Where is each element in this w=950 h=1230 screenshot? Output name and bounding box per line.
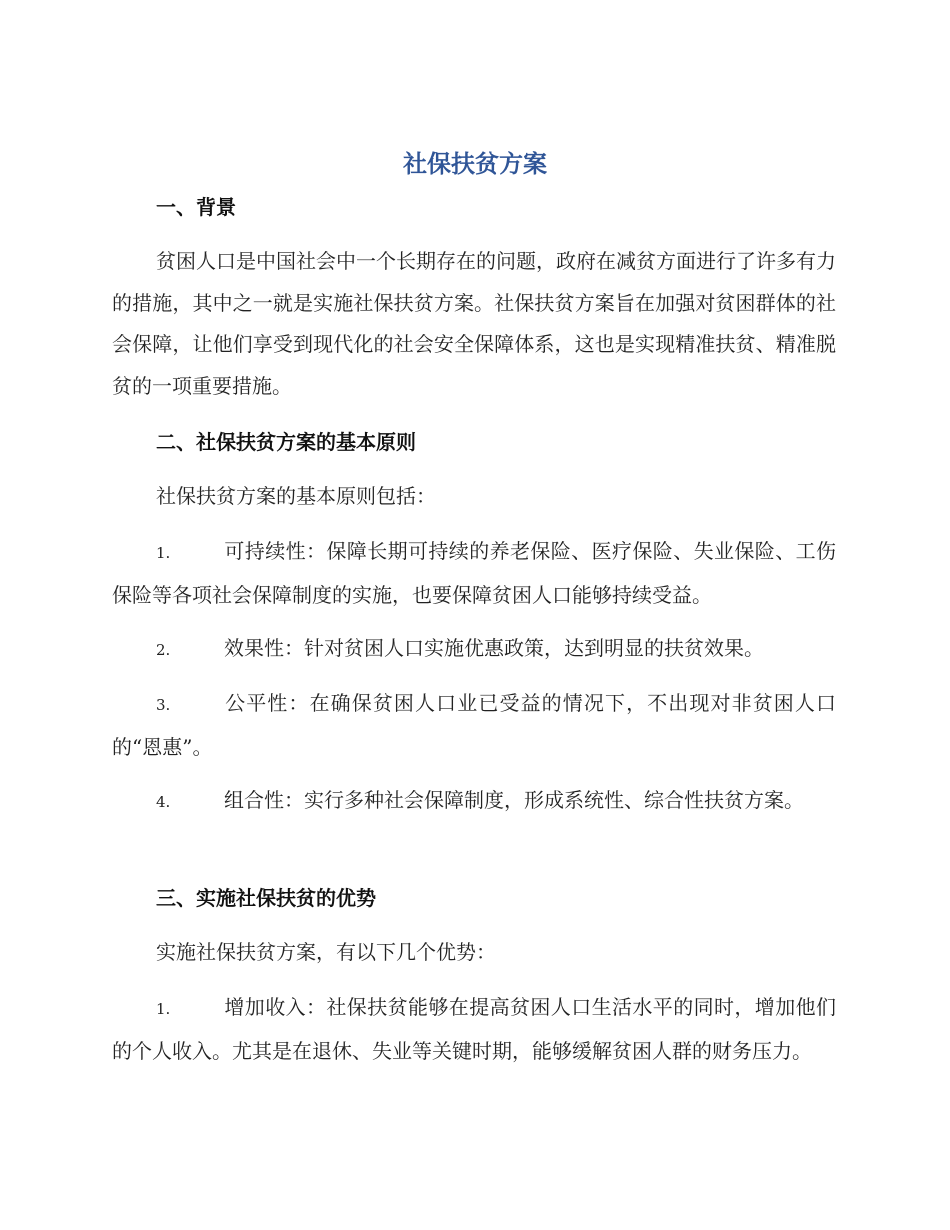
list-item-text: 效果性：针对贫困人口实施优惠政策，达到明显的扶贫效果。 — [224, 636, 764, 660]
list-item-text: 组合性：实行多种社会保障制度，形成系统性、综合性扶贫方案。 — [224, 788, 804, 812]
section-heading-advantages: 三、实施社保扶贫的优势 — [156, 886, 376, 910]
section-heading-principles: 二、社保扶贫方案的基本原则 — [156, 430, 416, 454]
principles-intro: 社保扶贫方案的基本原则包括： — [156, 484, 436, 508]
list-item-text: 可持续性：保障长期可持续的养老保险、医疗保险、失业保险、工伤保险等各项社会保障制度的实施，也要保障贫困人口能够持续受益。 — [112, 539, 836, 607]
section-heading-background: 一、背景 — [156, 195, 236, 219]
advantages-intro: 实施社保扶贫方案，有以下几个优势： — [156, 940, 496, 964]
list-item — [112, 531, 836, 616]
list-item-number: 4. — [156, 793, 171, 811]
list-item — [112, 683, 836, 768]
document-title: 社保扶贫方案 — [403, 150, 547, 178]
list-item-text: 公平性：在确保贫困人口业已受益的情况下，不出现对非贫困人口的“恩惠”。 — [112, 691, 836, 759]
list-item — [112, 780, 836, 824]
list-item-number: 1. — [156, 544, 171, 562]
list-item-number: 3. — [156, 696, 171, 714]
list-item-number: 2. — [156, 641, 171, 659]
background-paragraph: 贫困人口是中国社会中一个长期存在的问题，政府在减贫方面进行了许多有力的措施，其中之一就是实施社保扶贫方案。社保扶贫方案旨在加强对贫困群体的社会保障，让他们享受到现代化的社会安全保障体系，这也是实现精准扶贫、精准脱贫的一项重要措施。 — [112, 249, 836, 398]
list-item-text: 增加收入：社保扶贫能够在提高贫困人口生活水平的同时，增加他们的个人收入。尤其是在退休、失业等关键时期，能够缓解贫困人群的财务压力。 — [112, 995, 836, 1063]
list-item — [112, 628, 836, 672]
list-item — [112, 987, 836, 1072]
list-item-number: 1. — [156, 1000, 171, 1018]
